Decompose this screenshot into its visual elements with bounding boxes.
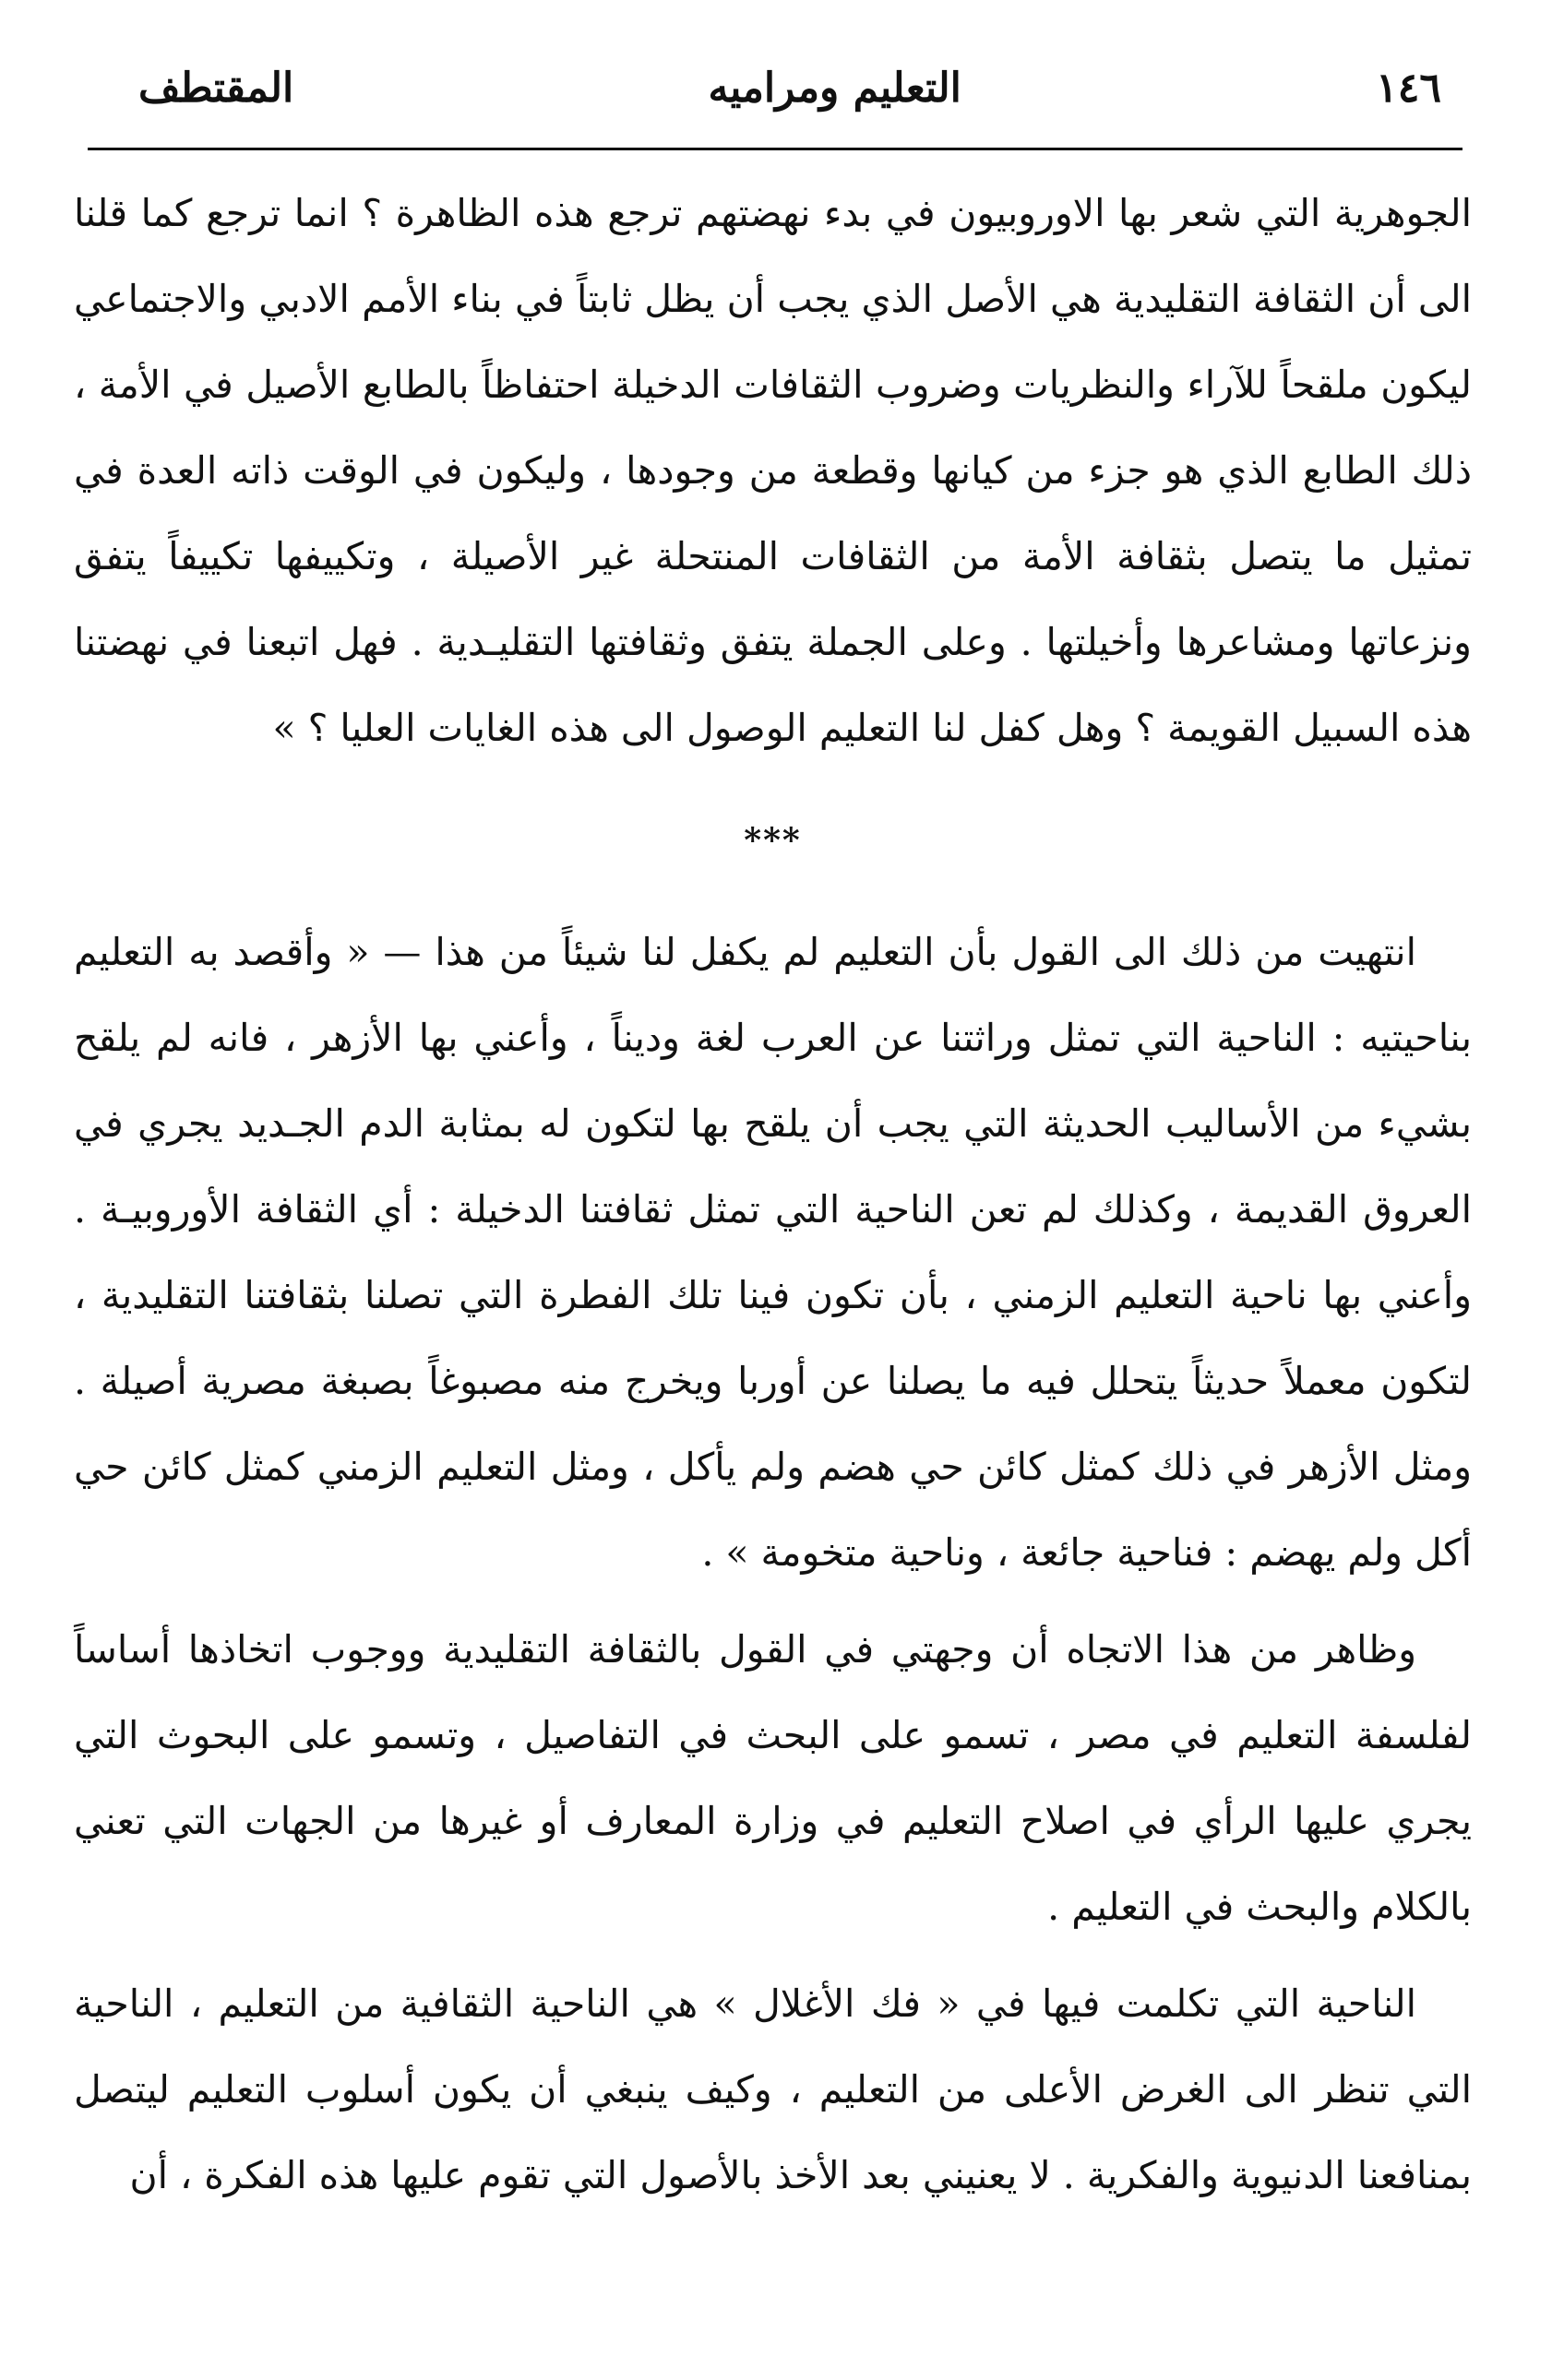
chapter-title: التعليم ومراميه bbox=[708, 64, 961, 112]
paragraph-direction: وظاهر من هذا الاتجاه أن وجهتي في القول بالثقافة التقليدية ووجوب اتخاذها أساساً لفلسفة التعليم في مصر ، تسمو على البحث في التفاصيل ، وتسمو على البحوث التي يجري عليها الرأي في اصلاح التعليم في وزارة المعارف أو غيرها من الجهات التي تعني بالكلام والبحث في التعليم . bbox=[74, 1627, 1472, 1929]
page-body bbox=[74, 171, 1472, 2219]
page-header bbox=[138, 55, 1441, 120]
paragraph-continuation: الجوهرية التي شعر بها الاوروبيون في بدء نهضتهم ترجع هذه الظاهرة ؟ انما ترجع كما قلنا الى أن الثقافة التقليدية هي الأصل الذي يجب أن يظل ثابتاً في بناء الأمم الادبي والاجتماعي ليكون ملقحاً للآراء والنظريات وضروب الثقافات الدخيلة احتفاظاً بالطابع الأصيل في الأمة ، ذلك الطابع الذي هو جزء من كيانها وقطعة من وجودها ، وليكون في الوقت ذاته العدة في تمثيل ما يتصل بثقافة الأمة من الثقافات المنتحلة غير الأصيلة ، وتكييفها تكييفاً يتفق ونزعاتها ومشاعرها وأخيلتها . وعلى الجملة يتفق وثقافتها التقليـدية . فهل اتبعنا في نهضتنا هذه السبيل القويمة ؟ وهل كفل لنا التعليم الوصول الى هذه الغايات العليا ؟ » bbox=[74, 191, 1472, 750]
page-number: ١٤٦ bbox=[1376, 64, 1441, 112]
journal-name: المقتطف bbox=[138, 64, 294, 112]
header-rule bbox=[88, 148, 1462, 150]
paragraph-cultural-aspect: الناحية التي تكلمت فيها في « فك الأغلال » هي الناحية الثقافية من التعليم ، الناحية التي تنظر الى الغرض الأعلى من التعليم ، وكيف ينبغي أن يكون أسلوب التعليم ليتصل بمنافعنا الدنيوية والفكرية . لا يعنيني بعد الأخذ بالأصول التي تقوم عليها هذه الفكرة ، أن bbox=[74, 1981, 1472, 2197]
section-separator: *** bbox=[744, 821, 802, 860]
paragraph-quote: انتهيت من ذلك الى القول بأن التعليم لم يكفل لنا شيئاً من هذا — « وأقصد به التعليم بناحيتيه : الناحية التي تمثل وراثتنا عن العرب لغة وديناً ، وأعني بها الأزهر ، فانه لم يلقح بشيء من الأساليب الحديثة التي يجب أن يلقح بها لتكون له بمثابة الدم الجـديد يجري في العروق القديمة ، وكذلك لم تعن الناحية التي تمثل ثقافتنا الدخيلة : أي الثقافة الأوروبيـة . وأعني بها ناحية التعليم الزمني ، بأن تكون فينا تلك الفطرة التي تصلنا بثقافتنا التقليدية ، لتكون معملاً حديثاً يتحلل فيه ما يصلنا عن أوربا ويخرج منه مصبوغاً بصبغة مصرية أصيلة . ومثل الأزهر في ذلك كمثل كائن حي هضم ولم يأكل ، ومثل التعليم الزمني كمثل كائن حي أكل ولم يهضم : فناحية جائعة ، وناحية متخومة » . bbox=[74, 930, 1472, 1575]
